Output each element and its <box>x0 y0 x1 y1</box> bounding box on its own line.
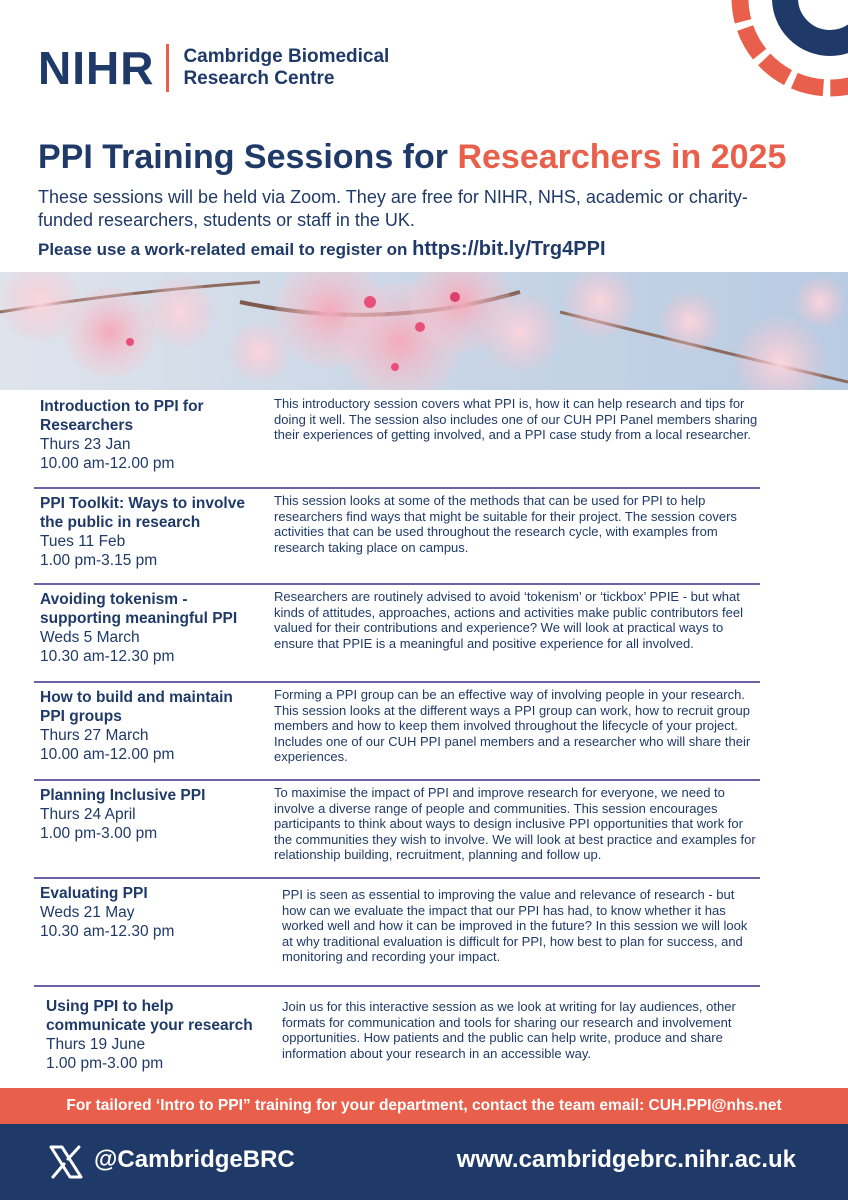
session-list <box>34 392 760 1087</box>
session-time: 10.30 am-12.30 pm <box>40 923 175 940</box>
session-time: 1.00 pm-3.15 pm <box>40 552 158 569</box>
logo-divider <box>166 44 169 92</box>
session-description: Forming a PPI group can be an effective way of involving people in your research. This session looks at the different ways a PPI group can work, how to recruit group members and how to keep them involved throughout the lifecycle of your project. Includes one of our CUH PPI panel members and a researcher who will share their experiences. <box>274 687 751 765</box>
logo-line-1: Cambridge Biomedical <box>183 46 390 67</box>
session-row <box>34 987 760 1087</box>
intro-text: These sessions will be held via Zoom. They are free for NIHR, NHS, academic or charity-funded researchers, students or staff in the UK. <box>38 187 748 230</box>
blossom-illustration <box>0 272 848 390</box>
session-title: Introduction to PPI for Researchers <box>40 398 204 434</box>
session-time: 10.00 am-12.00 pm <box>40 746 175 763</box>
contact-banner <box>0 1088 848 1124</box>
session-info <box>40 884 262 941</box>
session-info <box>40 590 262 666</box>
register-text: Please use a work-related email to register on <box>38 240 413 259</box>
register-link[interactable]: https://bit.ly/Trg4PPI <box>412 238 606 260</box>
x-logo-icon[interactable] <box>48 1144 84 1180</box>
session-time: 1.00 pm-3.00 pm <box>46 1055 164 1072</box>
session-time: 10.00 am-12.00 pm <box>40 455 175 472</box>
title-part-1: PPI Training Sessions for <box>38 138 458 176</box>
ring-graphic <box>708 0 848 125</box>
session-description: Researchers are routinely advised to avoid ‘tokenism’ or ‘tickbox’ PPIE - but what kinds of attitudes, approaches, actions and activities make public contributors feel valued for their contributions and experience? We will look at practical ways to ensure that PPIE is a meaningful and positive experience for all involved. <box>274 589 743 651</box>
session-description: To maximise the impact of PPI and improve research for everyone, we need to involve a diverse range of people and communities. This session encourages participants to think about ways to design inclusive PPI opportunities that work for the communities they wish to involve. We will look at best practice and examples for relationship building, recruitment, planning and follow up. <box>274 785 756 863</box>
session-info <box>40 688 262 764</box>
session-time: 1.00 pm-3.00 pm <box>40 825 158 842</box>
session-description: Join us for this interactive session as we look at writing for lay audiences, other formats for communication and tools for sharing our research and involvement opportunities. How patients and the public can help write, produce and share information about your research in an accessible way. <box>282 999 736 1061</box>
session-info <box>46 997 268 1073</box>
session-row <box>34 781 760 879</box>
cherry-blossom-image <box>0 272 848 390</box>
nihr-logo[interactable] <box>38 44 389 92</box>
session-title: Planning Inclusive PPI <box>40 787 206 804</box>
session-info <box>40 786 262 843</box>
session-title: Avoiding tokenism - supporting meaningful PPI <box>40 591 238 627</box>
logo-mark: NIHR <box>38 42 155 94</box>
session-info <box>40 494 262 570</box>
website-link[interactable]: www.cambridgebrc.nihr.ac.uk <box>456 1146 796 1173</box>
session-date: Tues 11 Feb <box>40 533 126 550</box>
session-title: Evaluating PPI <box>40 885 148 902</box>
session-title: PPI Toolkit: Ways to involve the public in research <box>40 495 245 531</box>
session-row <box>34 683 760 781</box>
session-row <box>34 585 760 683</box>
logo-line-2: Research Centre <box>183 68 335 89</box>
session-description: PPI is seen as essential to improving the value and relevance of research - but how can we evaluate the impact that our PPI has had, to know whether it has worked well and how it can be improved in the future? In this session we will look at why traditional evaluation is difficult for PPI, how best to plan for success, and monitoring and recording your impact. <box>282 887 748 965</box>
social-handle[interactable]: @CambridgeBRC <box>94 1146 295 1173</box>
session-date: Weds 5 March <box>40 629 140 646</box>
header <box>0 0 848 120</box>
session-date: Thurs 23 Jan <box>40 436 131 453</box>
session-info <box>40 397 262 473</box>
session-time: 10.30 am-12.30 pm <box>40 648 175 665</box>
session-row <box>34 879 760 987</box>
session-date: Thurs 19 June <box>46 1036 146 1053</box>
session-description: This session looks at some of the methods that can be used for PPI to help researchers find ways that might be suitable for their project. The session covers activities that can be used throughout the research cycle, with examples from research taking place on campus. <box>274 493 737 555</box>
session-date: Weds 21 May <box>40 904 135 921</box>
title-part-2: Researchers in 2025 <box>457 138 787 176</box>
logo-text <box>183 46 389 90</box>
session-title: Using PPI to help communicate your research <box>46 998 253 1034</box>
page-title <box>38 138 786 177</box>
footer <box>0 1124 848 1200</box>
session-date: Thurs 24 April <box>40 806 136 823</box>
contact-banner-text[interactable]: For tailored ‘Intro to PPI” training for your department, contact the team email: CUH.PPI@nhs.net <box>66 1097 782 1114</box>
register-line <box>38 238 606 261</box>
session-row <box>34 489 760 585</box>
session-description: This introductory session covers what PPI is, how it can help research and tips for doing it well. The session also includes one of our CUH PPI Panel members sharing their experiences of getting involved, and a PPI case study from a local researcher. <box>274 396 758 443</box>
session-date: Thurs 27 March <box>40 727 149 744</box>
session-row <box>34 392 760 489</box>
session-title: How to build and maintain PPI groups <box>40 689 233 725</box>
